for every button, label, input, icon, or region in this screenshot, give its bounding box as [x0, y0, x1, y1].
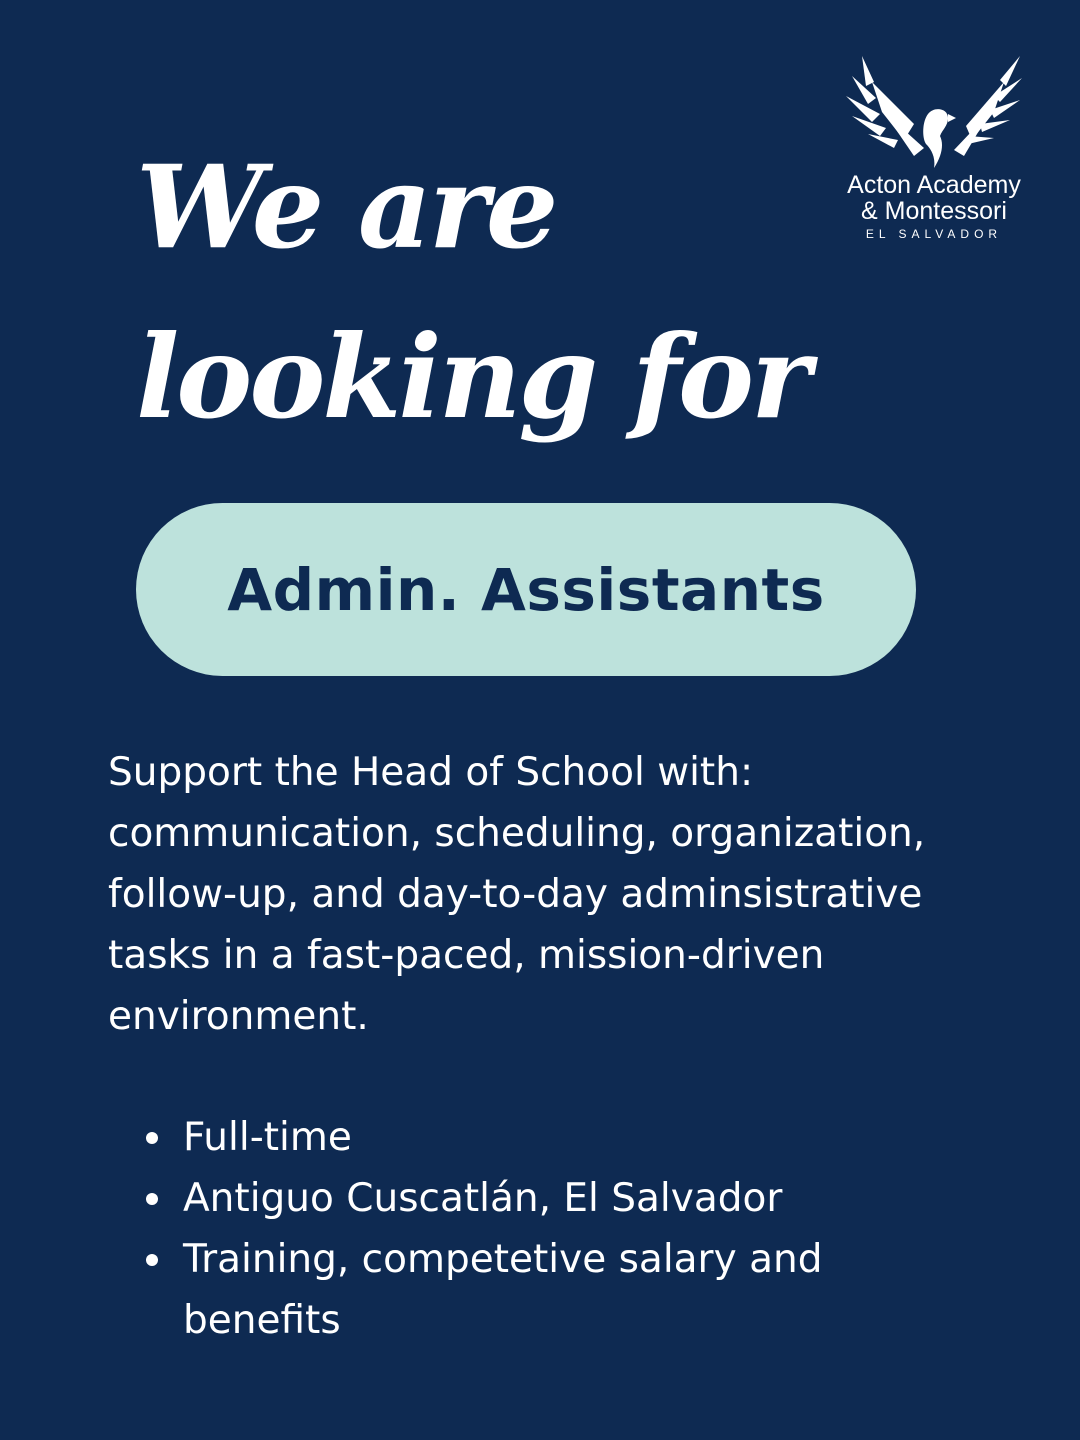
logo-text-line-1: Acton Academy [847, 171, 1021, 199]
bullet-icon [146, 1193, 158, 1205]
headline-line-2: looking for [136, 310, 809, 444]
bullet-icon [146, 1254, 158, 1266]
list-item [140, 1107, 960, 1168]
logo-text-line-2: & Montessori [861, 197, 1007, 225]
winged-eagle-icon [844, 52, 1024, 172]
list-item-text: Antiguo Cuscatlán, El Salvador [183, 1176, 783, 1221]
job-details-list [140, 1107, 960, 1351]
role-badge [136, 503, 916, 676]
logo-text-line-3: EL SALVADOR [865, 227, 1003, 241]
list-item [140, 1168, 960, 1229]
job-description: Support the Head of School with: communication, scheduling, organization, follow-up, and day-to-day adminsistrative tasks in a fast-paced, mission-driven environment. [108, 750, 926, 1039]
headline [136, 122, 808, 462]
list-item [140, 1229, 960, 1351]
school-logo [832, 52, 1036, 258]
list-item-text: Full-time [183, 1115, 352, 1160]
list-item-text: Training, competetive salary and benefits [183, 1237, 823, 1343]
bullet-icon [146, 1132, 158, 1144]
headline-line-1: We are [136, 140, 556, 274]
role-title: Admin. Assistants [227, 555, 825, 624]
